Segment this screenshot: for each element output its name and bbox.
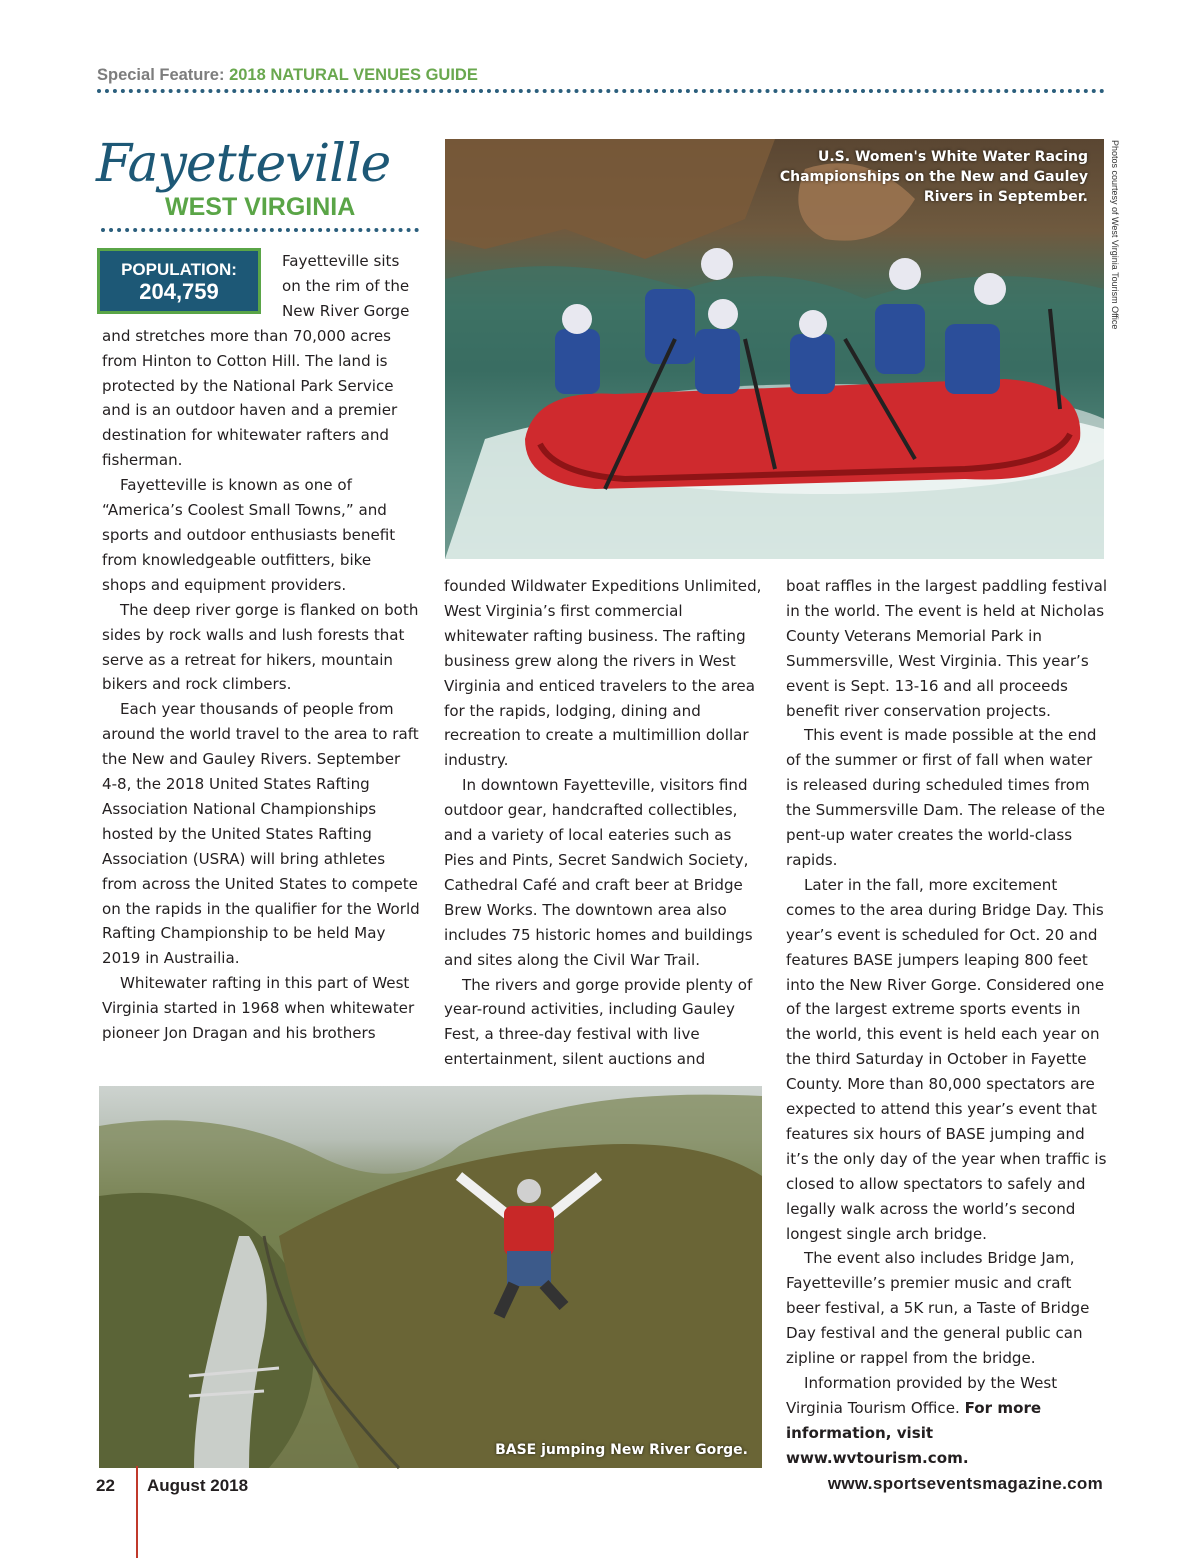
section-header bbox=[97, 66, 478, 85]
page-number: 22 bbox=[96, 1476, 115, 1495]
closing-text: Information provided by the West Virginia Tourism Office. bbox=[786, 1374, 1058, 1417]
paragraph: Whitewater rafting in this part of West Virginia started in 1968 when whitewater pioneer Jon Dragan and his brothers bbox=[102, 974, 415, 1043]
more-info-link-text: For more information, visit www.wvtourism.com. bbox=[786, 1398, 1042, 1467]
closing-paragraph bbox=[786, 1371, 1108, 1471]
website-url: www.sportseventsmagazine.com bbox=[827, 1474, 1103, 1493]
city-title: Fayetteville bbox=[96, 134, 391, 194]
state-title: WEST VIRGINIA bbox=[165, 193, 356, 221]
population-box bbox=[97, 248, 261, 314]
base-jumping-photo-art bbox=[99, 1086, 762, 1468]
paragraph: Fayetteville sits on the rim of the New River Gorge and stretches more than 70,000 acres from Hinton to Cotton Hill. The land is protected by the National Park Service and is an outdoor haven and a premier destination for whitewater rafters and fisherman. bbox=[102, 252, 410, 470]
photo-credit: Photos courtesy of West Virginia Tourism Office bbox=[1110, 140, 1120, 330]
base-jumping-caption: BASE jumping New River Gorge. bbox=[495, 1442, 748, 1458]
paragraph: Fayetteville is known as one of “America’s Coolest Small Towns,” and sports and outdoor enthusiasts benefit from knowledgeable outfitters, bike shops and equipment providers. bbox=[102, 476, 396, 594]
paragraph: founded Wildwater Expeditions Unlimited, West Virginia’s first commercial whitewater rafting business. The rafting business grew along the rivers in West Virginia and enticed travelers to the area for the rapids, lodging, dining and recreation to create a multimillion dollar industry. bbox=[444, 577, 762, 770]
paragraph: The deep river gorge is flanked on both sides by rock walls and lush forests that serve as a retreat for hikers, mountain bikers and rock climbers. bbox=[102, 600, 419, 694]
paragraph: Each year thousands of people from around the world travel to the area to raft the New and Gauley Rivers. September 4-8, the 2018 United States Rafting Association National Championships hosted by the United States Rafting Association (USRA) will bring athletes from across the United States to compete on the rapids in the qualifier for the World Rafting Championship to be held May 2019 in Austrailia. bbox=[102, 700, 420, 968]
population-value: 204,759 bbox=[139, 278, 219, 304]
header-divider bbox=[97, 89, 1105, 93]
article-column-1 bbox=[102, 249, 420, 1049]
issue-date: August 2018 bbox=[147, 1476, 249, 1495]
paragraph: In downtown Fayetteville, visitors find outdoor gear, handcrafted collectibles, and a variety of local eateries such as Pies and Pints, Secret Sandwich Society, Cathedral Café and craft beer at Bridge Brew Works. The downtown area also includes 75 historic homes and buildings and sites along the Civil War Trail. bbox=[444, 776, 753, 969]
paragraph: Later in the fall, more excitement comes to the area during Bridge Day. This year’s event is scheduled for Oct. 20 and features BASE jumpers leaping 800 feet into the New River Gorge. Considered one of the largest extreme sports events in the world, this event is held each year on the third Saturday in October in Fayette County. More than 80,000 spectators are expected to attend this year’s event that features six hours of BASE jumping and it’s the only day of the year when traffic is closed to allow spectators to safely and legally walk across the world’s second longest single arch bridge. bbox=[786, 875, 1107, 1243]
header-section-title: 2018 NATURAL VENUES GUIDE bbox=[229, 66, 478, 84]
paragraph: This event is made possible at the end of the summer or first of fall when water is released during scheduled times from the Summersville Dam. The release of the pent-up water creates the world-class rapids. bbox=[786, 726, 1106, 869]
rafting-photo bbox=[445, 139, 1104, 559]
title-divider bbox=[101, 228, 419, 232]
population-label: POPULATION: bbox=[121, 260, 237, 279]
footer-divider bbox=[136, 1466, 138, 1558]
header-kicker: Special Feature: bbox=[97, 66, 225, 84]
base-jumping-photo bbox=[99, 1086, 762, 1468]
paragraph: The rivers and gorge provide plenty of year-round activities, including Gauley Fest, a three-day festival with live entertainment, silent auctions and bbox=[444, 975, 753, 1069]
article-column-3 bbox=[786, 574, 1108, 1467]
paragraph: boat raffles in the largest paddling festival in the world. The event is held at Nicholas County Veterans Memorial Park in Summersville, West Virginia. This year’s event is Sept. 13-16 and all proceeds benefit river conservation projects. bbox=[786, 577, 1108, 720]
rafting-photo-caption: U.S. Women's White Water Racing Championships on the New and Gauley Rivers in September. bbox=[779, 149, 1088, 205]
article-column-2 bbox=[444, 574, 766, 1069]
paragraph: The event also includes Bridge Jam, Fayetteville’s premier music and craft beer festival, a 5K run, a Taste of Bridge Day festival and the general public can zipline or rappel from the bridge. bbox=[786, 1249, 1090, 1368]
